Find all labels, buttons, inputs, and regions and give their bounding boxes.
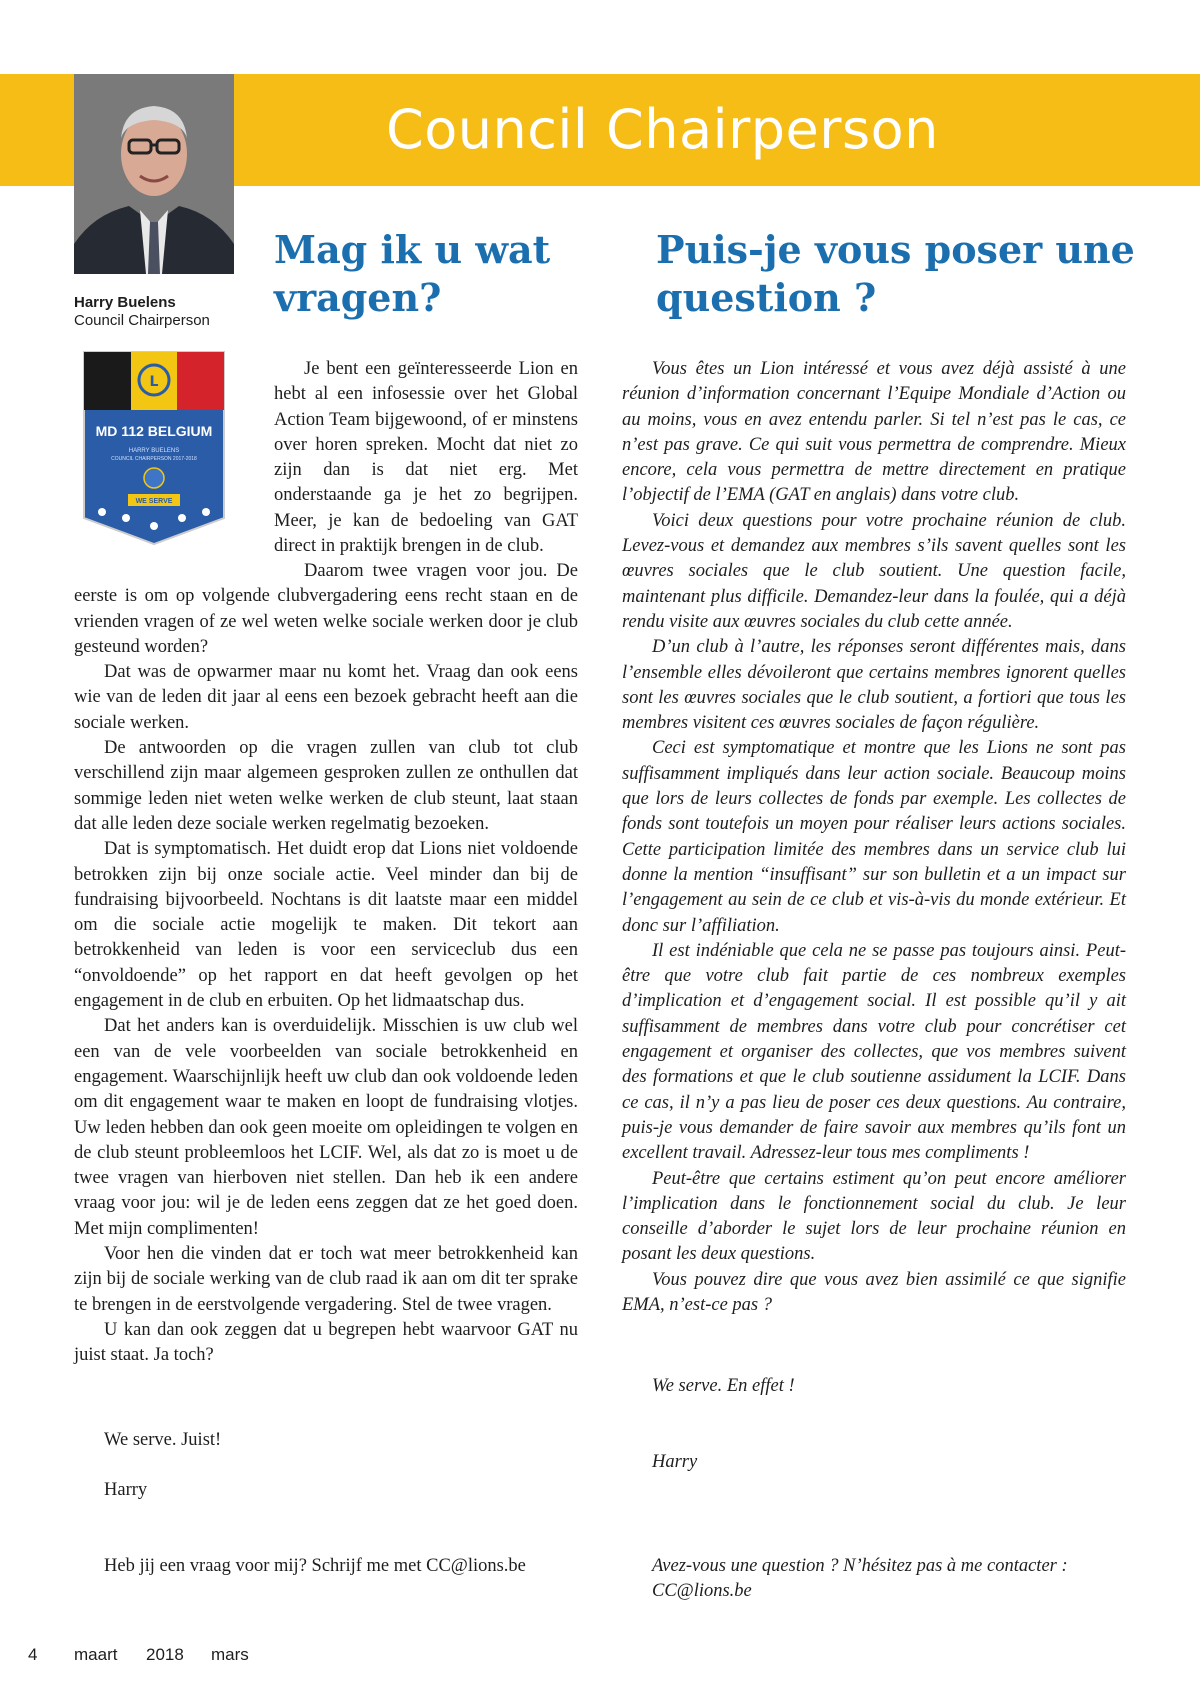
author-photo — [74, 74, 234, 274]
dutch-intro — [274, 357, 578, 559]
french-body — [622, 357, 1126, 1318]
author-role: Council Chairperson — [74, 312, 210, 329]
french-contact: Avez-vous une question ? N’hésitez pas à me contacter : CC@lions.be — [652, 1556, 1068, 1601]
french-paragraph: Vous êtes un Lion intéressé et vous avez déjà assisté à une réunion d’information concernant l’Equipe Mondiale d’Action ou au moins, vous en avez entendu parler. Si tel n’est pas le cas, ce n’est pas grave. Ce qui suit vous permettra de comprendre. Mieux encore, cela vous permettra de mettre directement en pratique l’objectif de l’EMA (GAT en anglais) dans votre club. — [622, 359, 1126, 506]
flag-red — [177, 352, 224, 410]
dutch-paragraph: U kan dan ook zeggen dat u begrepen hebt waarvoor GAT nu juist staat. Ja toch? — [74, 1319, 578, 1366]
md112-pennant — [82, 350, 226, 546]
footer-year: 2018 — [146, 1645, 184, 1664]
french-paragraph: Vous pouvez dire que vous avez bien assimilé ce que signifie EMA, n’est-ce pas ? — [622, 1269, 1126, 1315]
dutch-closing: We serve. Juist! — [104, 1430, 222, 1450]
dutch-paragraph: Daarom twee vragen voor jou. De eerste is om op volgende clubvergadering eens recht staan en de vrienden vragen of ze wel weten welke sociale werken door je club gesteund worden? — [74, 561, 578, 657]
author-name: Harry Buelens — [74, 294, 176, 311]
dutch-paragraph: Dat het anders kan is overduidelijk. Misschien is uw club wel een van de vele voorbeelden van sociale betrokkenheid en engagement. Waarschijnlijk heeft uw club dan ook voldoende leden om dit engagement waar te maken en loopt de fundraising vlotjes. Uw leden hebben dan ook geen moeite om opleidingen te volgen en de club steunt probleemloos het LCIF. Wel, als dat zo is moet u de twee vragen van hierboven niet stellen. Dan heb ik een andere vraag voor jou: wil je de leden eens zeggen dat ze het goed doen. Met mijn complimenten! — [74, 1016, 578, 1239]
flag-black — [84, 352, 131, 410]
french-paragraph: D’un club à l’autre, les réponses seront différentes mais, dans l’ensemble elles dévoileront que certains membres ignorent quelles sont les œuvres sociales que le club soutient, a fortiori que tous les membres visitent ces œuvres sociales de façon régulière. — [622, 637, 1126, 734]
french-paragraph: Voici deux questions pour votre prochaine réunion de club. Levez-vous et demandez aux membres s’ils savent quelles sont les œuvres sociales que le club soutient. Une question facile, maintenant plus difficile. Demandez-leur dans la foulée, qui a déjà rendu visite aux œuvres sociales du club cette année. — [622, 510, 1126, 632]
dutch-paragraph: Dat is symptomatisch. Het duidt erop dat Lions niet voldoende betrokken zijn bij onze sociale actie. Veel minder dan bij de fundraising bijvoorbeeld. Nochtans is dit laatste maar een middel om die sociale actie mogelijk te maken. Dit tekort aan betrokkenheid van leden is voor een serviceclub dus een “onvoldoende” op het rapport en dat heeft gevolgen op het engagement in de club en erbuiten. Op het lidmaatschap dus. — [74, 839, 578, 1012]
dutch-signature: Harry — [104, 1480, 148, 1500]
dutch-paragraph: Dat was de opwarmer maar nu komt het. Vraag dan ook eens wie van de leden dit jaar al eens een bezoek gebracht heeft aan die sociale werken. — [74, 662, 578, 733]
dutch-paragraph: Je bent een geïnteresseerde Lion en hebt al een infosessie over het Global Action Team bijgewoond, of er minstens over horen spreken. Mocht dat niet zo zijn dan is dat niet erg. Met onderstaande ga je het zo begrijpen. Meer, je kan de bedoeling van GAT direct in praktijk brengen in de club. — [274, 359, 578, 557]
footer-month-nl: maart — [74, 1645, 118, 1664]
french-paragraph: Ceci est symptomatique et montre que les Lions ne sont pas suffisamment impliqués dans leur action sociale. Beaucoup moins que lors de leurs collectes de fonds par exemple. Les collectes de fonds sont toutefois un moyen pour réaliser leurs actions sociales. Cette participation limitée des membres dans un service club lui donne la mention “insuffisant” sur son bulletin et a un impact sur l’engagement au sein de ce club et vis-à-vis du monde extérieur. Et donc sur l’affiliation. — [622, 738, 1126, 936]
french-closing: We serve. En effet ! — [652, 1376, 795, 1396]
mascot-icon — [144, 468, 164, 488]
dutch-contact: Heb jij een vraag voor mij? Schrijf me met CC@lions.be — [104, 1556, 526, 1576]
french-signature: Harry — [652, 1452, 698, 1472]
heading-dutch: Mag ik u wat vragen? — [274, 227, 551, 320]
pennant-motto: WE SERVE — [135, 498, 173, 505]
french-paragraph: Il est indéniable que cela ne se passe pas toujours ainsi. Peut-être que votre club fait partie de ces nombreux exemples d’implication et d’engagement social. Il est possible qu’il y ait suffisamment de membres dans votre club pour concrétiser cet engagement et organiser des collectes, que vos membres suivent des formations et que le club soutienne assidument la LCIF. Dans ce cas, il n’y a pas lieu de poser ces deux questions. Au contraire, puis-je vous demander de faire savoir aux membres qu’ils font un excellent travail. Adressez-leur tous mes compliments ! — [622, 940, 1126, 1164]
footer-month-fr: mars — [211, 1645, 249, 1664]
dutch-paragraph: Voor hen die vinden dat er toch wat meer betrokkenheid kan zijn bij de sociale werking van de club raad ik aan om dit ter sprake te brengen in de eerstvolgende vergadering. Stel de twee vragen. — [74, 1244, 578, 1315]
pennant-name: HARRY BUELENS — [128, 448, 180, 454]
dutch-paragraph: De antwoorden op die vragen zullen van club tot club verschillend zijn maar algemeen gesproken zullen ze onthullen dat sommige leden niet weten welke werken de club steunt, laat staan dat alle leden deze sociale werken regelmatig bezoeken. — [74, 738, 578, 834]
french-paragraph: Peut-être que certains estiment qu’on peut encore améliorer l’implication dans le fonctionnement social du club. Je leur conseille d’aborder le sujet lors de leur prochaine réunion en posant les deux questions. — [622, 1168, 1126, 1265]
pennant-district: MD 112 BELGIUM — [95, 423, 213, 439]
pennant-subtitle: COUNCIL CHAIRPERSON 2017-2018 — [111, 456, 197, 462]
page-number: 4 — [28, 1645, 38, 1664]
heading-french: Puis-je vous poser une question ? — [656, 227, 1135, 320]
page-title: Council Chairperson — [386, 98, 939, 161]
dutch-body — [74, 559, 578, 1369]
svg-text:L: L — [149, 374, 159, 390]
